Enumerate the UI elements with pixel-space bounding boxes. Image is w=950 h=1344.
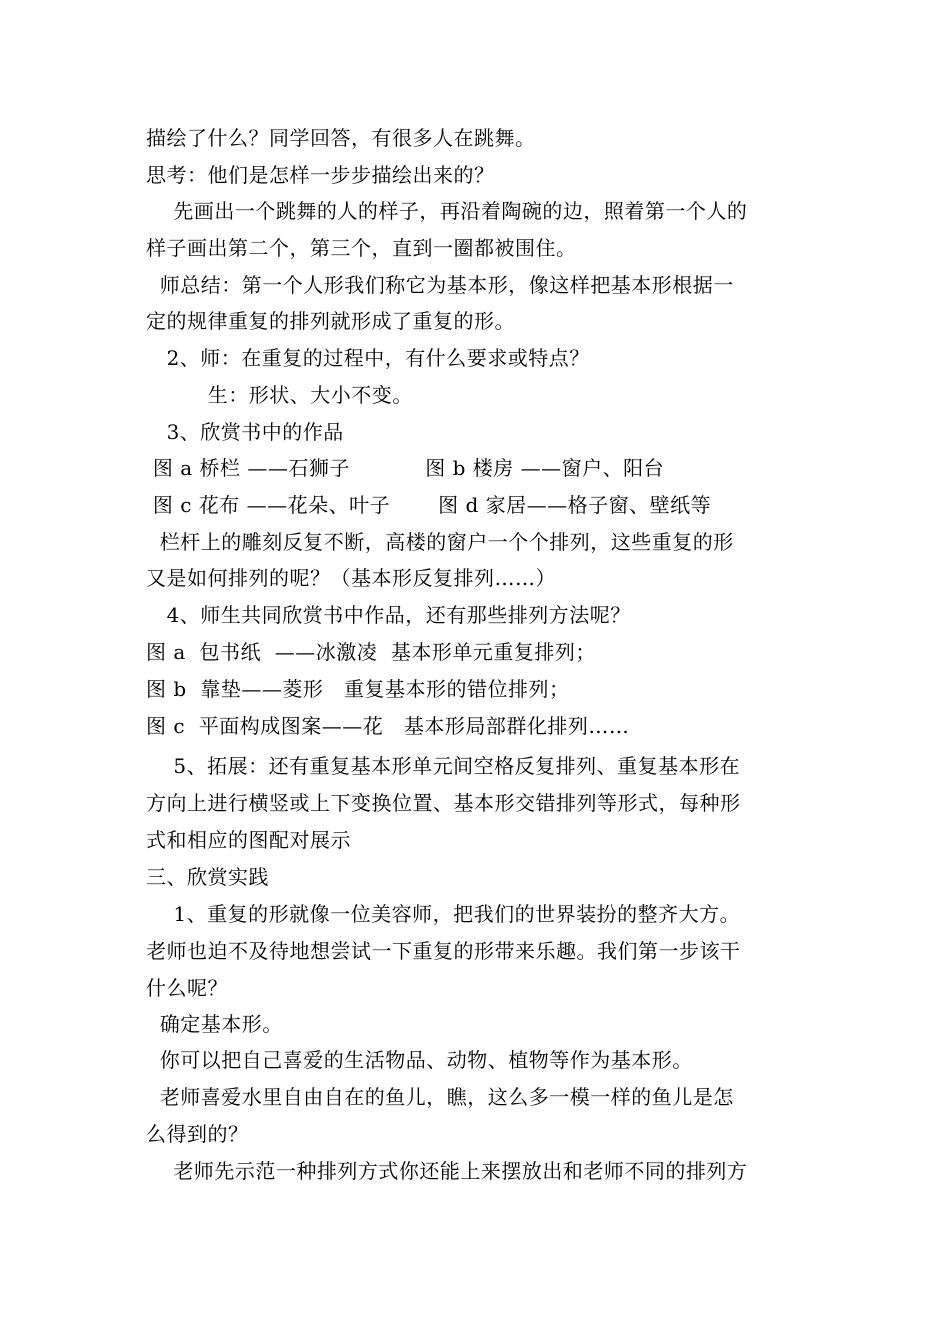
text-line: 式和相应的图配对展示 (146, 828, 351, 852)
text-line: 老师先示范一种排列方式你还能上来摆放出和老师不同的排列方 (146, 1159, 748, 1183)
section-heading: 三、欣赏实践 (146, 865, 269, 889)
text-line: 什么呢？ (146, 976, 228, 1000)
text-line: 老师也迫不及待地想尝试一下重复的形带来乐趣。我们第一步该干 (146, 939, 741, 963)
text-line: 图 c 平面构成图案——花 基本形局部群化排列…… (146, 714, 630, 738)
text-line: 描绘了什么？同学回答，有很多人在跳舞。 (146, 126, 536, 150)
text-line: 1、重复的形就像一位美容师，把我们的世界装扮的整齐大方。 (146, 902, 741, 926)
text-line: 5、拓展：还有重复基本形单元间空格反复排列、重复基本形在 (146, 754, 741, 778)
text-line: 生：形状、大小不变。 (146, 383, 413, 407)
text-line: 3、欣赏书中的作品 (146, 420, 344, 444)
text-line: 定的规律重复的排列就形成了重复的形。 (146, 309, 515, 333)
text-line: 样子画出第二个，第三个，直到一圈都被围住。 (146, 236, 577, 260)
text-line: 么得到的？ (146, 1122, 249, 1146)
text-line: 师总结：第一个人形我们称它为基本形，像这样把基本形根据一 (146, 273, 734, 297)
text-line: 又是如何排列的呢？（基本形反复排列……） (146, 566, 556, 590)
text-line: 4、师生共同欣赏书中作品，还有那些排列方法呢？ (146, 603, 631, 627)
text-line: 图 a 桥栏 ——石狮子 图 b 楼房 ——窗户、阳台 (146, 456, 665, 480)
text-line: 2、师：在重复的过程中，有什么要求或特点？ (146, 346, 590, 370)
text-line: 图 b 靠垫——菱形 重复基本形的错位排列； (146, 677, 570, 701)
text-line: 老师喜爱水里自由自在的鱼儿，瞧，这么多一模一样的鱼儿是怎 (146, 1085, 734, 1109)
text-line: 先画出一个跳舞的人的样子，再沿着陶碗的边，照着第一个人的 (146, 199, 748, 223)
text-line: 方向上进行横竖或上下变换位置、基本形交错排列等形式，每种形 (146, 791, 741, 815)
text-line: 图 c 花布 ——花朵、叶子 图 d 家居——格子窗、壁纸等 (146, 493, 712, 517)
text-line: 思考：他们是怎样一步步描绘出来的？ (146, 163, 495, 187)
text-line: 确定基本形。 (146, 1012, 283, 1036)
text-line: 栏杆上的雕刻反复不断，高楼的窗户一个个排列，这些重复的形 (146, 530, 734, 554)
text-line: 你可以把自己喜爱的生活物品、动物、植物等作为基本形。 (146, 1048, 693, 1072)
text-line: 图 a 包书纸 ——冰激凌 基本形单元重复排列； (146, 640, 596, 664)
